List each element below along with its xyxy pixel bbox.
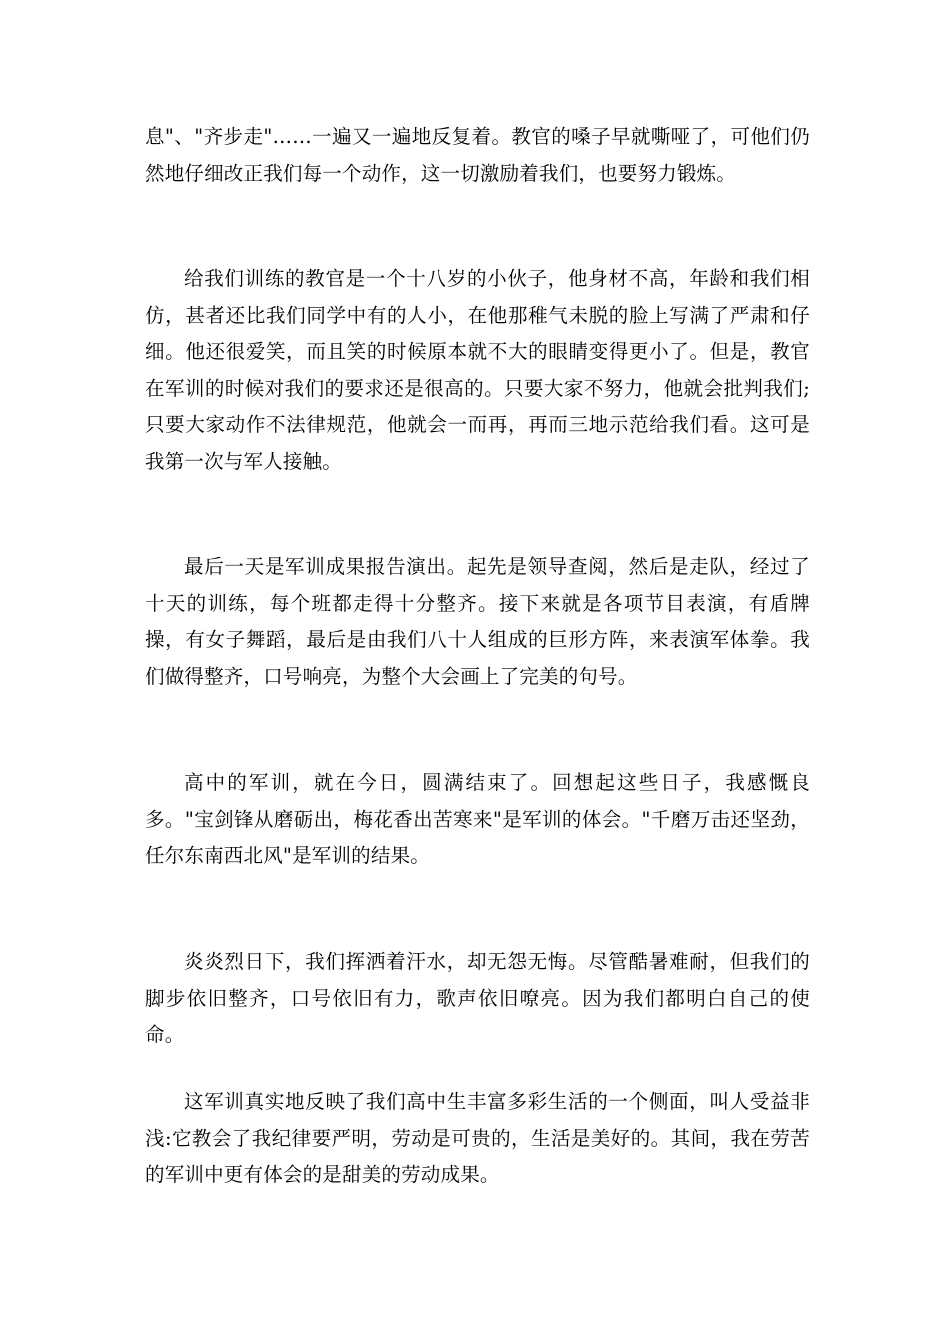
paragraph-conclusion: 高中的军训，就在今日，圆满结束了。回想起这些日子，我感慨良多。"宝剑锋从磨砺出，梅花香出苦寒来"是军训的体会。"千磨万击还坚劲，任尔东南西北风"是军训的结果。 bbox=[145, 771, 810, 867]
paragraph-continuation: 息"、"齐步走"……一遍又一遍地反复着。教官的嗓子早就嘶哑了，可他们仍然地仔细改正我们每一个动作，这一切激励着我们，也要努力锻炼。 bbox=[145, 125, 810, 185]
paragraph-final-day: 最后一天是军训成果报告演出。起先是领导查阅，然后是走队，经过了十天的训练，每个班都走得十分整齐。接下来就是各项节目表演，有盾牌操，有女子舞蹈，最后是由我们八十人组成的巨形方阵，来表演军体拳。我们做得整齐，口号响亮，为整个大会画上了完美的句号。 bbox=[145, 555, 810, 688]
paragraph-summer-sun: 炎炎烈日下，我们挥洒着汗水，却无怨无悔。尽管酷暑难耐，但我们的脚步依旧整齐，口号依旧有力，歌声依旧嘹亮。因为我们都明白自己的使命。 bbox=[145, 950, 810, 1046]
paragraph-instructor: 给我们训练的教官是一个十八岁的小伙子，他身材不高，年龄和我们相仿，甚者还比我们同学中有的人小，在他那稚气未脱的脸上写满了严肃和仔细。他还很爱笑，而且笑的时候原本就不大的眼睛变得更小了。但是，教官在军训的时候对我们的要求还是很高的。只要大家不努力，他就会批判我们;只要大家动作不法律规范，他就会一而再，再而三地示范给我们看。这可是我第一次与军人接触。 bbox=[145, 267, 810, 473]
paragraph-reflection: 这军训真实地反映了我们高中生丰富多彩生活的一个侧面，叫人受益非浅:它教会了我纪律要严明，劳动是可贵的，生活是美好的。其间，我在劳苦的军训中更有体会的是甜美的劳动成果。 bbox=[145, 1090, 810, 1186]
